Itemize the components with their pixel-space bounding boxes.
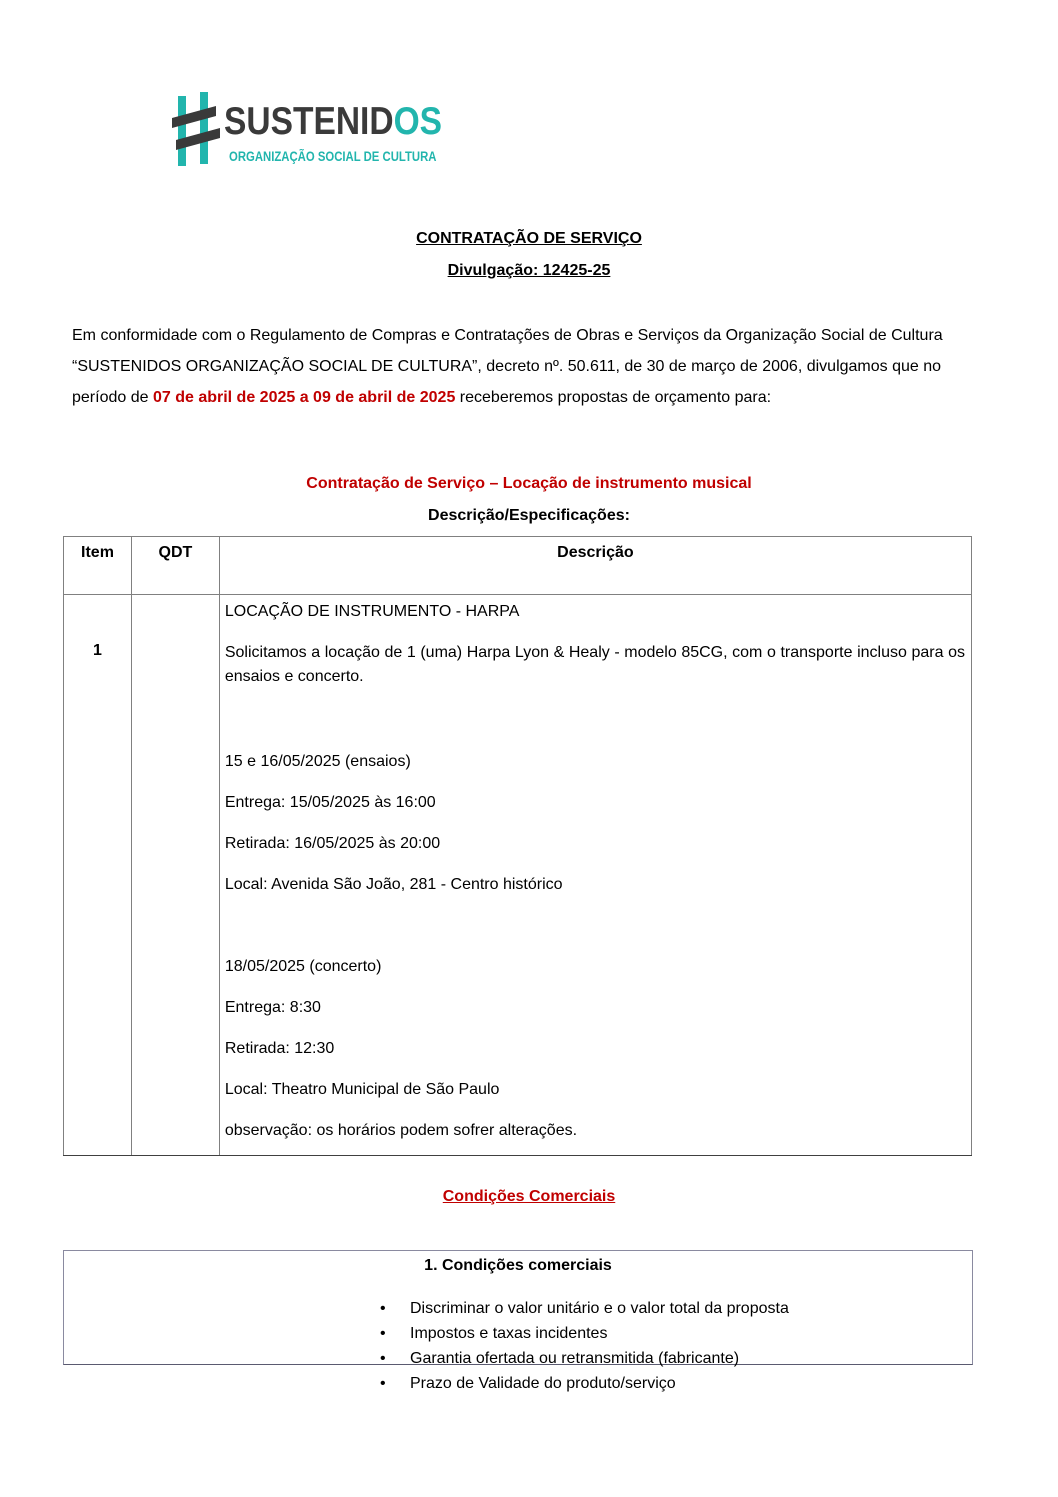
desc-request: Solicitamos a locação de 1 (uma) Harpa Lyon & Healy - modelo 85CG, com o transporte incluso para os ensaios e concerto. <box>224 644 965 685</box>
hashtag-logo-icon <box>172 92 220 168</box>
bullet-icon: • <box>380 1300 386 1317</box>
rehearsal-pickup: Retirada: 16/05/2025 às 20:00 <box>224 835 441 852</box>
schedule-note: observação: os horários podem sofrer alterações. <box>224 1122 578 1139</box>
item-quantity <box>131 595 219 1156</box>
list-item: • Garantia ofertada ou retransmitida (fabricante) <box>380 1350 740 1367</box>
list-item: • Discriminar o valor unitário e o valor total da proposta <box>380 1300 789 1317</box>
column-header-description: Descrição <box>219 537 971 595</box>
rehearsal-dates: 15 e 16/05/2025 (ensaios) <box>224 753 411 770</box>
concert-location: Local: Theatro Municipal de São Paulo <box>224 1081 500 1098</box>
items-table <box>63 536 972 1156</box>
bullet-icon: • <box>380 1325 386 1342</box>
logo-subtitle: ORGANIZAÇÃO SOCIAL DE CULTURA <box>229 149 437 164</box>
rehearsal-delivery: Entrega: 15/05/2025 às 16:00 <box>224 794 436 811</box>
column-header-item: Item <box>64 537 132 595</box>
concert-delivery: Entrega: 8:30 <box>224 999 321 1016</box>
intro-paragraph: Em conformidade com o Regulamento de Compras e Contratações de Obras e Serviços da Organização Social de Cultura “SUSTENIDOS ORGANIZAÇÃO SOCIAL DE CULTURA”, decreto nº. 50.611, de 30 de março de 2006, divulgamos que no período de 07 de abril de 2025 a 09 de abril de 2025 receberemos propostas de orçamento para: <box>72 327 943 406</box>
concert-date: 18/05/2025 (concerto) <box>224 958 382 975</box>
list-item: • Impostos e taxas incidentes <box>380 1325 608 1342</box>
proposal-period: 07 de abril de 2025 a 09 de abril de 2025 <box>152 389 456 406</box>
sustenidos-logo <box>172 92 443 172</box>
item-number: 1 <box>64 595 132 1156</box>
item-description <box>219 595 971 1156</box>
rehearsal-location: Local: Avenida São João, 281 - Centro histórico <box>224 876 563 893</box>
logo-wordmark: SUSTENIDOS <box>224 100 443 143</box>
table-header-row <box>64 537 972 595</box>
document-title: CONTRATAÇÃO DE SERVIÇO <box>416 230 642 247</box>
commercial-conditions-title: Condições Comerciais <box>442 1188 616 1205</box>
disclosure-number: Divulgação: 12425-25 <box>447 262 611 279</box>
conditions-box <box>63 1250 973 1392</box>
conditions-list <box>380 1299 789 1399</box>
desc-title: LOCAÇÃO DE INSTRUMENTO - HARPA <box>224 603 520 620</box>
conditions-box-title: 1. Condições comerciais <box>424 1257 612 1274</box>
bullet-icon: • <box>380 1350 386 1367</box>
table-row <box>64 595 972 1156</box>
concert-pickup: Retirada: 12:30 <box>224 1040 335 1057</box>
bullet-icon: • <box>380 1375 386 1392</box>
column-header-qty: QDT <box>131 537 219 595</box>
service-title: Contratação de Serviço – Locação de instrumento musical <box>306 475 752 492</box>
list-item: • Prazo de Validade do produto/serviço <box>380 1375 676 1392</box>
specifications-heading: Descrição/Especificações: <box>428 507 630 524</box>
